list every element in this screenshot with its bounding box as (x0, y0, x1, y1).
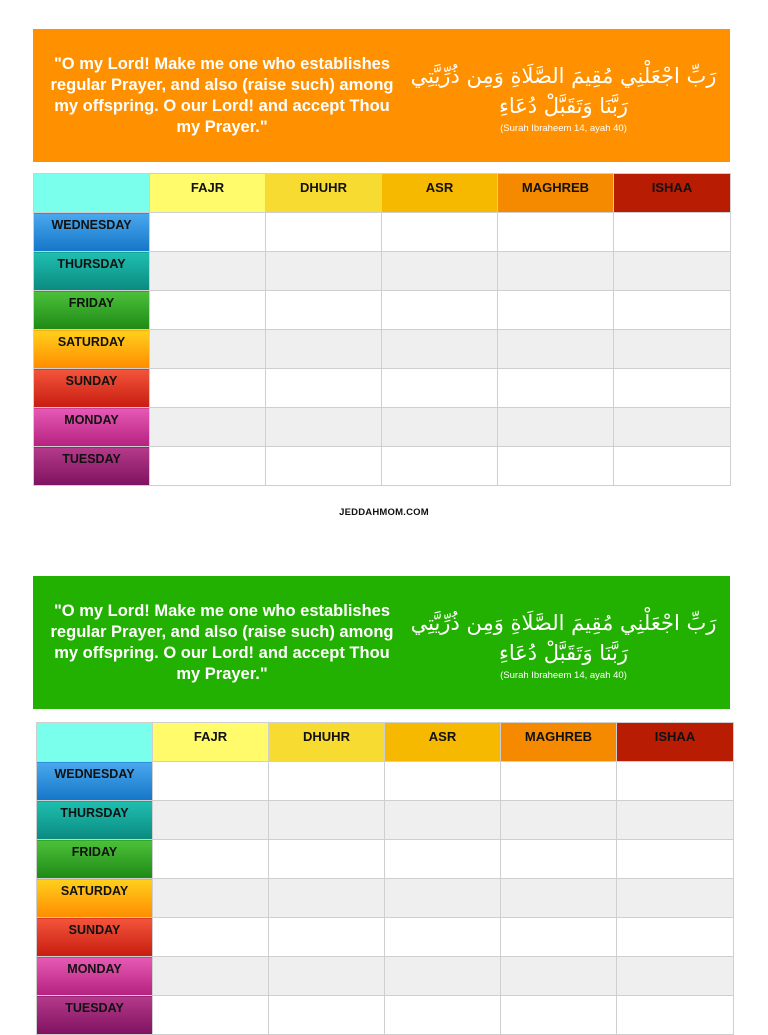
checkbox-cell-wednesday-dhuhr[interactable] (266, 213, 382, 252)
checkbox-cell-tuesday-ishaa[interactable] (617, 996, 734, 1035)
day-label-friday: FRIDAY (34, 291, 150, 330)
verse-english: "O my Lord! Make me one who establishes regular Prayer, and also (raise such) among my offspring. O our Lord! and accept Thou my Prayer." (50, 54, 394, 136)
day-label-saturday: SATURDAY (37, 879, 153, 918)
prayer-header-ishaa: ISHAA (617, 723, 734, 762)
checkbox-cell-sunday-ishaa[interactable] (614, 369, 731, 408)
day-label-monday: MONDAY (34, 408, 150, 447)
day-label-sunday: SUNDAY (34, 369, 150, 408)
checkbox-cell-friday-maghreb[interactable] (498, 291, 614, 330)
day-label-thursday: THURSDAY (37, 801, 153, 840)
day-label-saturday: SATURDAY (34, 330, 150, 369)
checkbox-cell-saturday-maghreb[interactable] (501, 879, 617, 918)
day-row-thursday (34, 252, 731, 291)
checkbox-cell-wednesday-fajr[interactable] (153, 762, 269, 801)
verse-banner-2 (33, 576, 730, 709)
checkbox-cell-wednesday-maghreb[interactable] (498, 213, 614, 252)
checkbox-cell-monday-asr[interactable] (382, 408, 498, 447)
day-label-tuesday: TUESDAY (34, 447, 150, 486)
site-footer: JEDDAHMOM.COM (339, 507, 429, 518)
checkbox-cell-tuesday-asr[interactable] (385, 996, 501, 1035)
checkbox-cell-saturday-fajr[interactable] (153, 879, 269, 918)
checkbox-cell-monday-ishaa[interactable] (617, 957, 734, 996)
verse-arabic (397, 57, 730, 135)
checkbox-cell-tuesday-ishaa[interactable] (614, 447, 731, 486)
header-row (34, 174, 731, 213)
checkbox-cell-monday-maghreb[interactable] (498, 408, 614, 447)
day-label-thursday: THURSDAY (34, 252, 150, 291)
prayer-header-ishaa: ISHAA (614, 174, 731, 213)
day-row-wednesday (37, 762, 734, 801)
checkbox-cell-wednesday-ishaa[interactable] (617, 762, 734, 801)
prayer-header-asr: ASR (385, 723, 501, 762)
checkbox-cell-sunday-dhuhr[interactable] (269, 918, 385, 957)
day-row-saturday (37, 879, 734, 918)
checkbox-cell-saturday-maghreb[interactable] (498, 330, 614, 369)
checkbox-cell-thursday-asr[interactable] (385, 801, 501, 840)
checkbox-cell-friday-fajr[interactable] (153, 840, 269, 879)
checkbox-cell-monday-dhuhr[interactable] (269, 957, 385, 996)
checkbox-cell-wednesday-fajr[interactable] (150, 213, 266, 252)
checkbox-cell-friday-asr[interactable] (382, 291, 498, 330)
day-row-wednesday (34, 213, 731, 252)
day-label-monday: MONDAY (37, 957, 153, 996)
checkbox-cell-sunday-dhuhr[interactable] (266, 369, 382, 408)
checkbox-cell-thursday-ishaa[interactable] (614, 252, 731, 291)
checkbox-cell-thursday-fajr[interactable] (150, 252, 266, 291)
checkbox-cell-sunday-maghreb[interactable] (498, 369, 614, 408)
verse-reference: (Surah Ibraheem 14, ayah 40) (500, 669, 627, 681)
checkbox-cell-friday-maghreb[interactable] (501, 840, 617, 879)
checkbox-cell-monday-fajr[interactable] (150, 408, 266, 447)
checkbox-cell-friday-asr[interactable] (385, 840, 501, 879)
verse-arabic (397, 604, 730, 682)
day-row-thursday (37, 801, 734, 840)
prayer-tracker-table-2 (36, 722, 734, 1035)
checkbox-cell-thursday-fajr[interactable] (153, 801, 269, 840)
checkbox-cell-thursday-maghreb[interactable] (501, 801, 617, 840)
prayer-header-asr: ASR (382, 174, 498, 213)
checkbox-cell-saturday-asr[interactable] (385, 879, 501, 918)
checkbox-cell-wednesday-ishaa[interactable] (614, 213, 731, 252)
prayer-header-fajr: FAJR (153, 723, 269, 762)
checkbox-cell-saturday-fajr[interactable] (150, 330, 266, 369)
day-row-tuesday (37, 996, 734, 1035)
verse-banner-1 (33, 29, 730, 162)
checkbox-cell-tuesday-asr[interactable] (382, 447, 498, 486)
checkbox-cell-thursday-asr[interactable] (382, 252, 498, 291)
checkbox-cell-sunday-asr[interactable] (382, 369, 498, 408)
checkbox-cell-thursday-dhuhr[interactable] (269, 801, 385, 840)
day-label-tuesday: TUESDAY (37, 996, 153, 1035)
checkbox-cell-tuesday-dhuhr[interactable] (266, 447, 382, 486)
day-label-friday: FRIDAY (37, 840, 153, 879)
prayer-header-maghreb: MAGHREB (501, 723, 617, 762)
checkbox-cell-sunday-fajr[interactable] (150, 369, 266, 408)
checkbox-cell-tuesday-maghreb[interactable] (501, 996, 617, 1035)
checkbox-cell-friday-ishaa[interactable] (614, 291, 731, 330)
checkbox-cell-thursday-ishaa[interactable] (617, 801, 734, 840)
prayer-header-dhuhr: DHUHR (269, 723, 385, 762)
day-label-wednesday: WEDNESDAY (34, 213, 150, 252)
checkbox-cell-tuesday-maghreb[interactable] (498, 447, 614, 486)
checkbox-cell-sunday-fajr[interactable] (153, 918, 269, 957)
prayer-header-maghreb: MAGHREB (498, 174, 614, 213)
checkbox-cell-saturday-dhuhr[interactable] (269, 879, 385, 918)
prayer-header-fajr: FAJR (150, 174, 266, 213)
day-label-wednesday: WEDNESDAY (37, 762, 153, 801)
checkbox-cell-friday-dhuhr[interactable] (269, 840, 385, 879)
checkbox-cell-monday-ishaa[interactable] (614, 408, 731, 447)
checkbox-cell-thursday-dhuhr[interactable] (266, 252, 382, 291)
corner-cell (37, 723, 153, 762)
day-row-monday (34, 408, 731, 447)
checkbox-cell-tuesday-fajr[interactable] (150, 447, 266, 486)
checkbox-cell-tuesday-fajr[interactable] (153, 996, 269, 1035)
verse-arabic-line-1: رَبِّ اجْعَلْنِي مُقِيمَ الصَّلَاةِ وَمِن ذُرِّيَّتِي (410, 610, 717, 635)
verse-reference: (Surah Ibraheem 14, ayah 40) (500, 122, 627, 134)
checkbox-cell-thursday-maghreb[interactable] (498, 252, 614, 291)
checkbox-cell-monday-fajr[interactable] (153, 957, 269, 996)
checkbox-cell-wednesday-asr[interactable] (382, 213, 498, 252)
checkbox-cell-sunday-asr[interactable] (385, 918, 501, 957)
day-row-saturday (34, 330, 731, 369)
checkbox-cell-saturday-ishaa[interactable] (617, 879, 734, 918)
checkbox-cell-monday-asr[interactable] (385, 957, 501, 996)
verse-arabic-line-2: رَبَّنَا وَتَقَبَّلْ دُعَاءِ (498, 640, 629, 665)
day-row-sunday (34, 369, 731, 408)
day-row-tuesday (34, 447, 731, 486)
day-row-friday (37, 840, 734, 879)
day-row-friday (34, 291, 731, 330)
verse-arabic-line-2: رَبَّنَا وَتَقَبَّلْ دُعَاءِ (498, 93, 629, 118)
header-row (37, 723, 734, 762)
checkbox-cell-wednesday-dhuhr[interactable] (269, 762, 385, 801)
checkbox-cell-sunday-maghreb[interactable] (501, 918, 617, 957)
day-row-sunday (37, 918, 734, 957)
day-row-monday (37, 957, 734, 996)
verse-english: "O my Lord! Make me one who establishes regular Prayer, and also (raise such) among my offspring. O our Lord! and accept Thou my Prayer." (50, 601, 394, 683)
checkbox-cell-monday-maghreb[interactable] (501, 957, 617, 996)
prayer-tracker-table-1 (33, 173, 731, 486)
checkbox-cell-monday-dhuhr[interactable] (266, 408, 382, 447)
checkbox-cell-saturday-dhuhr[interactable] (266, 330, 382, 369)
checkbox-cell-saturday-asr[interactable] (382, 330, 498, 369)
checkbox-cell-friday-dhuhr[interactable] (266, 291, 382, 330)
checkbox-cell-sunday-ishaa[interactable] (617, 918, 734, 957)
checkbox-cell-friday-ishaa[interactable] (617, 840, 734, 879)
checkbox-cell-wednesday-asr[interactable] (385, 762, 501, 801)
checkbox-cell-saturday-ishaa[interactable] (614, 330, 731, 369)
corner-cell (34, 174, 150, 213)
checkbox-cell-tuesday-dhuhr[interactable] (269, 996, 385, 1035)
prayer-header-dhuhr: DHUHR (266, 174, 382, 213)
verse-arabic-line-1: رَبِّ اجْعَلْنِي مُقِيمَ الصَّلَاةِ وَمِن ذُرِّيَّتِي (410, 63, 717, 88)
checkbox-cell-wednesday-maghreb[interactable] (501, 762, 617, 801)
checkbox-cell-friday-fajr[interactable] (150, 291, 266, 330)
day-label-sunday: SUNDAY (37, 918, 153, 957)
